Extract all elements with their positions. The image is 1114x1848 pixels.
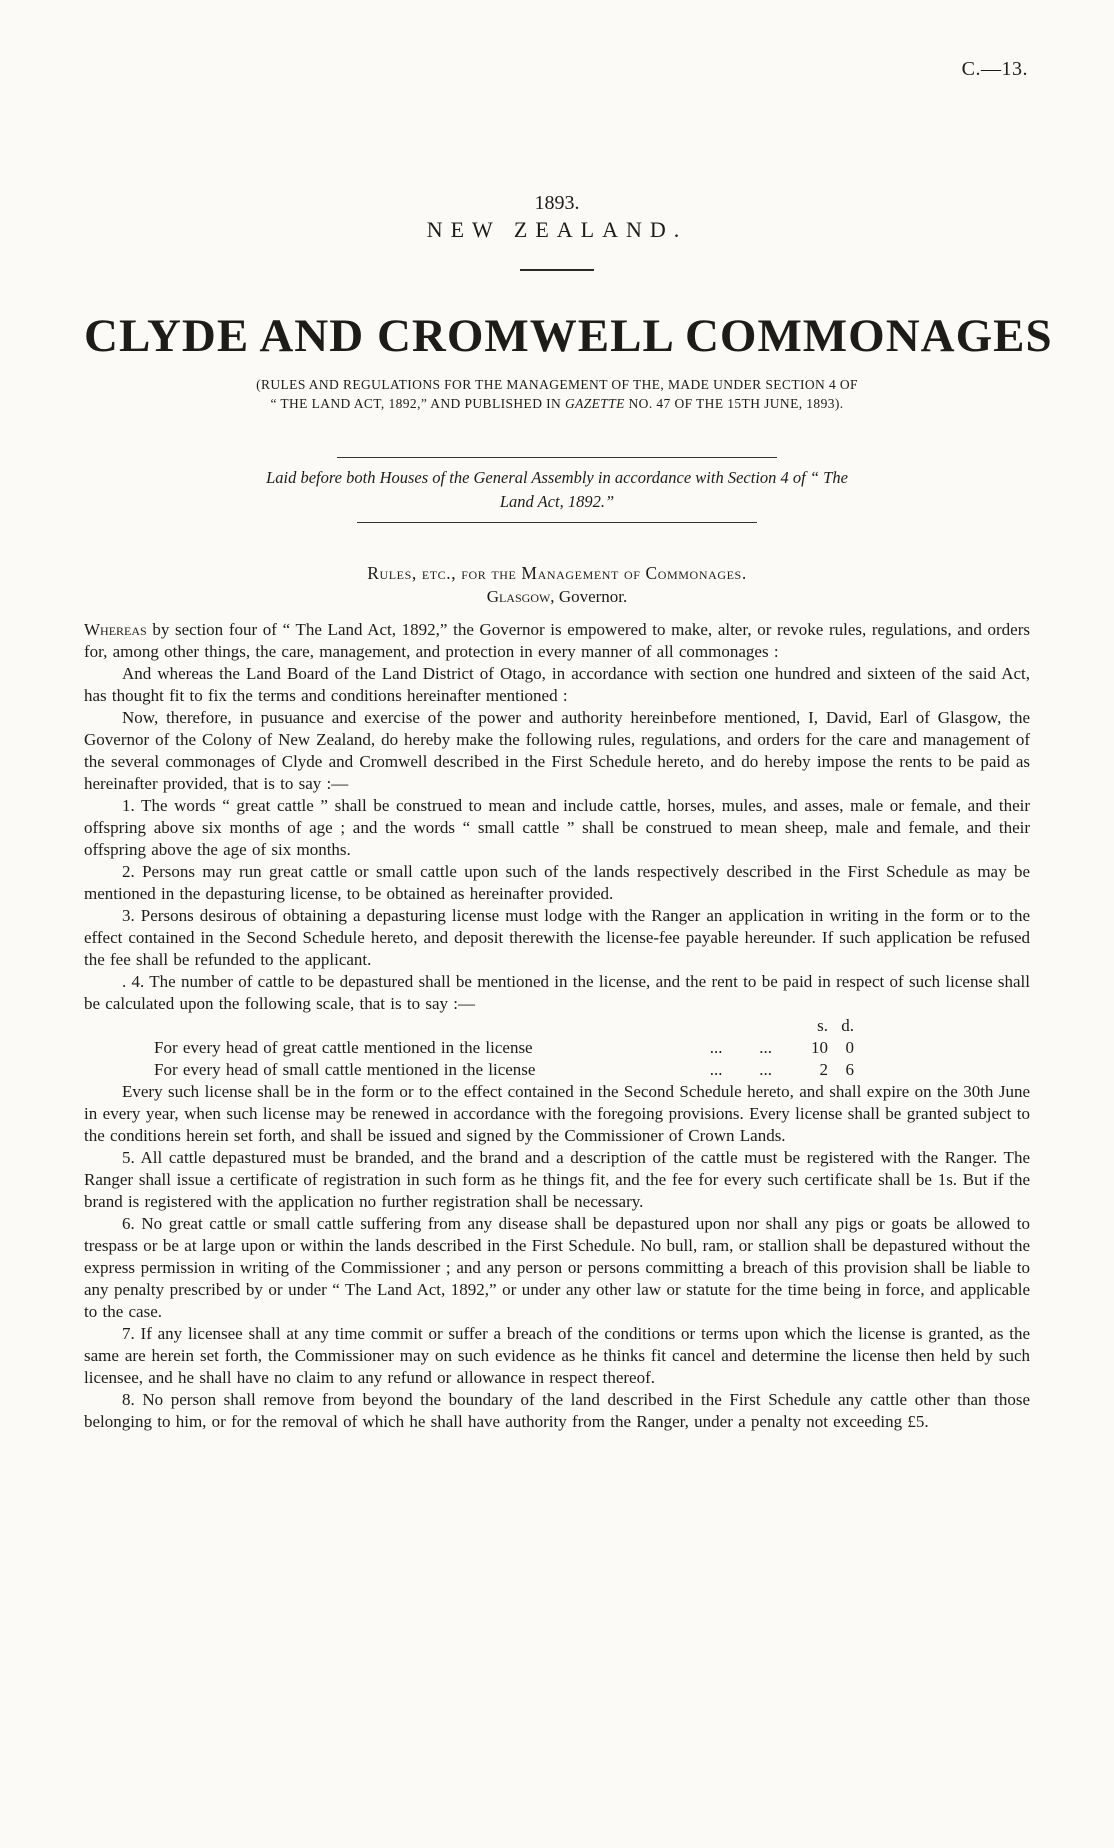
paragraph-rule-6: 6. No great cattle or small cattle suffering from any disease shall be depastured upon nor shall any pigs or goats be allowed to trespass or be at large upon or within the lands described in the First Schedule. No bull, ram, or stallion shall be depastured without the express permission in writing of the Commissioner ; and any person or persons committing a breach of this provision shall be liable to any penalty prescribed by or under “ The Land Act, 1892,” or under any other law or statute for the time being in force, and applicable to the case. (84, 1214, 1030, 1321)
fee-unit-shillings: s. (817, 1016, 828, 1035)
year-heading: 1893. (534, 192, 580, 214)
paragraph-and-whereas: And whereas the Land Board of the Land District of Otago, in accordance with section one hundred and sixteen of the said Act, has thought fit to fix the terms and conditions hereinafter mentioned : (84, 664, 1030, 705)
subtitle-line-2-post: NO. 47 OF THE 15TH JUNE, 1893). (624, 396, 844, 411)
fee-row-pence: 0 (845, 1038, 854, 1057)
paragraph-rule-3: 3. Persons desirous of obtaining a depasturing license must lodge with the Ranger an application in writing in the form or to the effect contained in the Second Schedule hereto, and deposit therewith the license-fee payable hereunder. If such application be refused the fee shall be refunded to the applicant. (84, 906, 1030, 969)
paragraph-now-therefore: Now, therefore, in pusuance and exercise of the power and authority hereinbefore mentioned, I, David, Earl of Glasgow, the Governor of the Colony of New Zealand, do hereby make the following rules, regulations, and orders for the care and management of the several commonages of Clyde and Cromwell described in the First Schedule hereto, and do hereby impose the rents to be paid as hereinafter provided, that is to say :— (84, 708, 1030, 793)
paragraph-rule-4: . 4. The number of cattle to be depastured shall be mentioned in the license, and the rent to be paid in respect of such license shall be calculated upon the following scale, that is to say :— (84, 972, 1030, 1013)
doc-ref: C.—13. (961, 58, 1028, 80)
laid-before-line-2: Land Act, 1892.” (499, 492, 615, 511)
subtitle-line-2 (84, 394, 1030, 413)
paragraph-rule-8: 8. No person shall remove from beyond the boundary of the land described in the First Schedule any cattle other than those belonging to him, or for the removal of which he shall have authority from the Ranger, under a penalty not exceeding £5. (84, 1390, 1030, 1431)
paragraph-whereas (84, 619, 1030, 663)
fee-row-shillings: 2 (819, 1060, 828, 1079)
subtitle-line-2-pre: “ THE LAND ACT, 1892,” AND PUBLISHED IN (270, 396, 565, 411)
divider-rule-top (337, 457, 777, 458)
laid-before-note (84, 466, 1030, 514)
fee-row-label: For every head of small cattle mentioned in the license (154, 1060, 536, 1079)
whereas-rest: by section four of “ The Land Act, 1892,” the Governor is empowered to make, alter, or revoke rules, regulations, and orders for, among other things, the care, management, and protection in every manner of all commonages : (84, 620, 1030, 661)
fee-table-header (154, 1015, 854, 1037)
fee-row-pence: 6 (845, 1060, 854, 1079)
divider-rule-short (520, 269, 594, 271)
fee-row-dots: ... ... (709, 1060, 772, 1079)
fee-table (154, 1015, 854, 1081)
whereas-lead: Whereas (84, 620, 147, 639)
paragraph-rule-1: 1. The words “ great cattle ” shall be construed to mean and include cattle, horses, mules, and asses, male or female, and their offspring above six months of age ; and the words “ small cattle ” shall be construed to mean sheep, male and female, and their offspring above the age of six months. (84, 796, 1030, 859)
fee-row-small-cattle (154, 1059, 854, 1081)
country-heading: NEW ZEALAND. (426, 217, 688, 242)
paragraph-rule-5: 5. All cattle depastured must be branded, and the brand and a description of the cattle must be registered with the Ranger. The Ranger shall issue a certificate of registration in such form as he things fit, and the fee for every such certificate shall be 1s. But if the brand is registered with the application no further registration shall be necessary. (84, 1148, 1030, 1211)
fee-row-dots: ... ... (709, 1038, 772, 1057)
subtitle-line-1: (RULES AND REGULATIONS FOR THE MANAGEMENT OF THE, MADE UNDER SECTION 4 OF (256, 377, 858, 392)
paragraph-rule-2: 2. Persons may run great cattle or small cattle upon such of the lands respectively described in the First Schedule as may be mentioned in the depasturing license, to be obtained as hereinafter provided. (84, 862, 1030, 903)
section-heading: Rules, etc., for the Management of Commonages. (367, 563, 747, 583)
subtitle (84, 375, 1030, 413)
fee-row-label: For every head of great cattle mentioned in the license (154, 1038, 533, 1057)
document-body (84, 619, 1030, 1433)
governor-line (84, 587, 1030, 607)
fee-row-great-cattle (154, 1037, 854, 1059)
fee-unit-pence: d. (841, 1016, 854, 1035)
paragraph-rule-7: 7. If any licensee shall at any time commit or suffer a breach of the conditions or terms upon which the license is granted, as the same are herein set forth, the Commissioner may on such evidence as he thinks fit cancel and determine the license then held by such licensee, and he shall have no claim to any refund or allowance in respect thereof. (84, 1324, 1030, 1387)
governor-title: Governor. (554, 587, 628, 606)
paragraph-license-form: Every such license shall be in the form or to the effect contained in the Second Schedule hereto, and shall expire on the 30th June in every year, when such license may be renewed in accordance with the foregoing provisions. Every license shall be granted subject to the conditions herein set forth, and shall be issued and signed by the Commissioner of Crown Lands. (84, 1082, 1030, 1145)
gazette-reference: GAZETTE (564, 396, 625, 411)
governor-name: Glasgow, (486, 587, 555, 606)
divider-rule-bottom (357, 522, 757, 523)
fee-row-shillings: 10 (811, 1038, 828, 1057)
laid-before-line-1: Laid before both Houses of the General Assembly in accordance with Section 4 of “ The (266, 468, 848, 487)
laid-before-block (84, 457, 1030, 523)
page-title: CLYDE AND CROMWELL COMMONAGES (84, 310, 1053, 362)
